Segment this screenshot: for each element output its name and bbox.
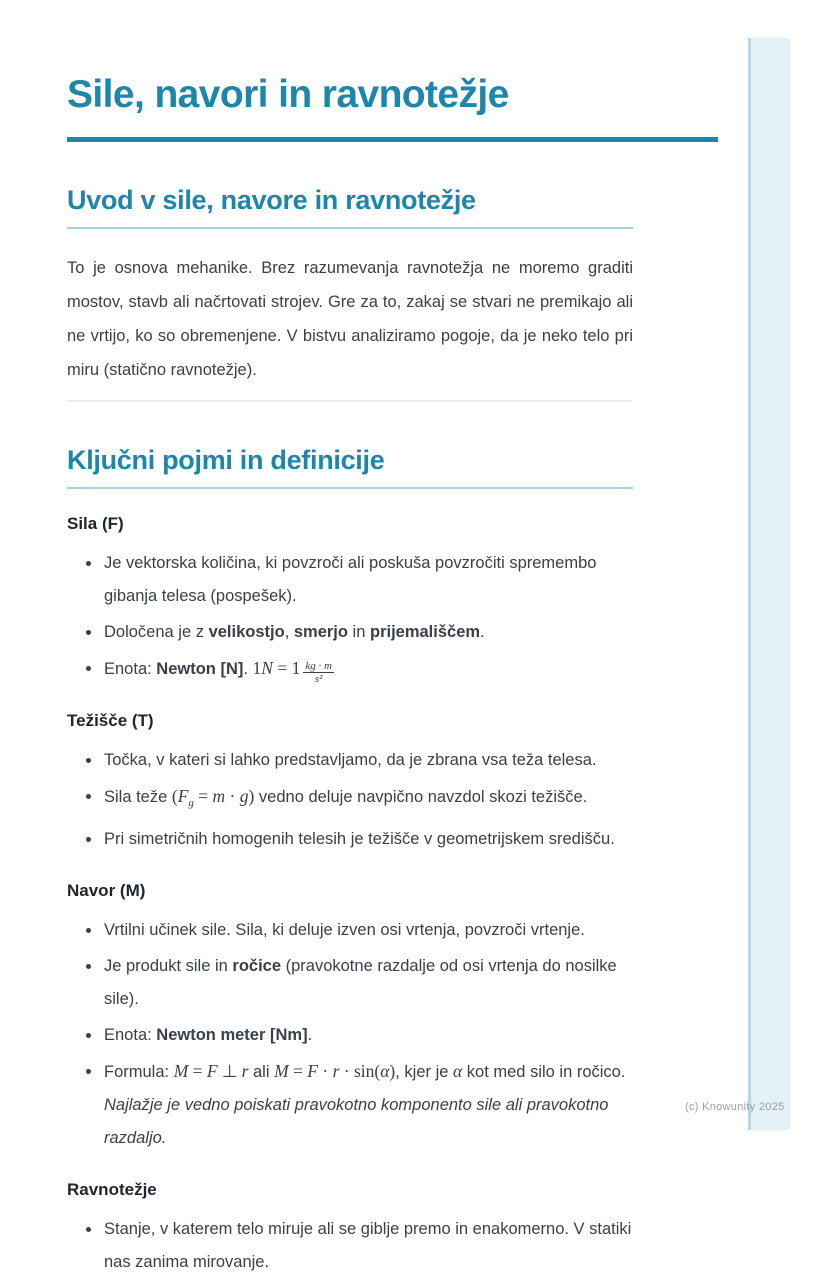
page-title: Sile, navori in ravnotežje [67,73,718,142]
section-heading-concepts: Ključni pojmi in definicije [67,444,633,489]
page-edge-strip [748,38,790,1130]
bullet-list-sila [67,547,633,686]
list-item: Enota: Newton meter [Nm]. [104,1019,633,1052]
bullet-list-ravnotezje [67,1213,633,1279]
list-item: Pri simetričnih homogenih telesih je težišče v geometrijskem središču. [104,823,633,856]
section-divider [67,400,632,402]
term-heading-tezisce: Težišče (T) [67,711,154,731]
document-page [67,0,718,1285]
list-item: Točka, v kateri si lahko predstavljamo, da je zbrana vsa teža telesa. [104,744,633,777]
list-item: Sila teže $(F_g = m \cdot g)$ vedno deluje navpično navzdol skozi težišče. [104,780,633,820]
watermark: (c) Knowunity 2025 [685,1101,785,1113]
document-body [67,184,633,1280]
list-item: Je produkt sile in ročice (pravokotne razdalje od osi vrtenja do nosilke sile). [104,950,633,1016]
list-item: Določena je z velikostjo, smerjo in prijemališčem. [104,616,633,649]
intro-paragraph: To je osnova mehanike. Brez razumevanja ravnotežja ne moremo graditi mostov, stavb ali načrtovati strojev. Gre za to, zakaj se stvari ne premikajo ali ne vrtijo, ko so obremenjene. V bistvu analiziramo pogoje, da je neko telo pri miru (statično ravnotežje). [67,259,633,380]
list-item: Formula: M = F ⊥ r ali M = F · r · sin(α), kjer je α kot med silo in ročico. Najlažje je vedno poiskati pravokotno komponento sile ali pravokotno razdaljo. [104,1055,633,1155]
bullet-list-navor [67,914,633,1155]
section-heading-intro: Uvod v sile, navore in ravnotežje [67,184,633,229]
bullet-list-tezisce [67,744,633,856]
list-item: Stanje, v katerem telo miruje ali se giblje premo in enakomerno. V statiki nas zanima mirovanje. [104,1213,633,1279]
term-heading-sila: Sila (F) [67,514,124,534]
term-heading-ravnotezje: Ravnotežje [67,1180,157,1200]
list-item: Enota: Newton [N]. 1N = 1 $\frac{kg \cdot m}{\text{s²}}$ [104,652,633,686]
list-item: Vrtilni učinek sile. Sila, ki deluje izven osi vrtenja, povzroči vrtenje. [104,914,633,947]
list-item: Je vektorska količina, ki povzroči ali poskuša povzročiti spremembo gibanja telesa (pospešek). [104,547,633,613]
term-heading-navor: Navor (M) [67,881,146,901]
